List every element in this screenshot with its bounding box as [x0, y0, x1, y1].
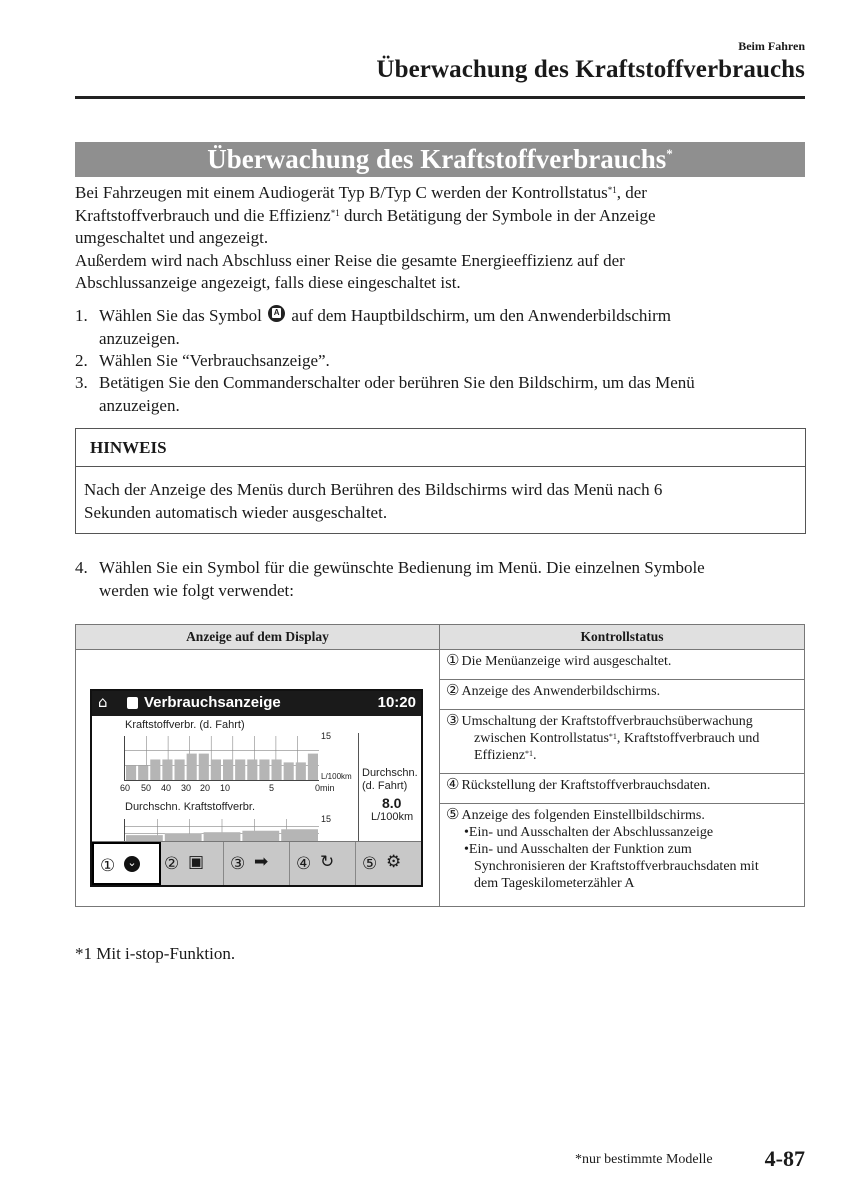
menu-bar [92, 841, 421, 886]
chart-bar [247, 759, 257, 780]
chart2-ymax: 15 [321, 814, 332, 824]
intro-line: Abschlussanzeige angezeigt, falls diese eingeschaltet ist. [75, 273, 461, 292]
x-tick-label: 30 [181, 783, 192, 793]
avg-label: Durchschn. [362, 767, 418, 779]
chart-bar [235, 759, 245, 780]
chart-bar [162, 759, 172, 780]
gear-icon: ⚙ [386, 852, 402, 872]
chart-bar [211, 759, 221, 780]
intro-line: Außerdem wird nach Abschluss einer Reise die gesamte Energieeffizienz auf der [75, 250, 625, 270]
chart-bar [126, 765, 136, 780]
chart-bar [259, 759, 269, 780]
chart2-label: Durchschn. Kraftstoffverbr. [125, 801, 256, 813]
user-screen-symbol-icon [268, 305, 285, 322]
consumption-chart [124, 736, 319, 781]
header-rule [75, 96, 805, 99]
step-4: 4. Wählen Sie ein Symbol für die gewünschte Bedienung im Menü. Die einzelnen Symbole werden wie folgt verwendet: [75, 558, 705, 600]
chevron-down-icon: ⌄ [124, 856, 140, 872]
display-screen [90, 689, 423, 887]
zero-label: 0min [315, 783, 335, 793]
screen-header [92, 691, 421, 716]
model-note: *nur bestimmte Modelle [575, 1152, 713, 1167]
chart-bar [150, 759, 160, 780]
chart-bar [204, 832, 241, 841]
banner-marker: * [666, 146, 673, 161]
section-label: Beim Fahren [738, 39, 805, 53]
switch-arrow-icon: ➡ [254, 852, 269, 872]
footnote: *1 Mit i-stop-Funktion. [75, 944, 236, 963]
chart-svg [125, 819, 319, 841]
chart-bar [165, 834, 202, 841]
note-box [75, 428, 806, 534]
user-screen-icon: ▣ [188, 852, 205, 872]
chart1-ymax: 15 [321, 731, 332, 741]
table-row: ① Die Menüanzeige wird ausgeschaltet. [440, 650, 805, 680]
reset-icon: ↻ [320, 852, 335, 872]
chart-bar [281, 829, 318, 841]
section-banner [75, 142, 805, 177]
user-screen-icon [127, 697, 138, 709]
screen-time: 10:20 [377, 694, 416, 711]
chart-bar [242, 831, 279, 841]
menu-button-3[interactable]: ③ ➡ [224, 842, 290, 885]
page-title: Überwachung des Kraftstoffverbrauchs [376, 56, 805, 83]
chart-bar [272, 759, 282, 780]
avg-unit: L/100km [371, 811, 414, 823]
chart-bar [284, 762, 294, 780]
x-tick-label: 60 [120, 783, 131, 793]
note-divider [76, 466, 805, 467]
x-tick-label: 10 [220, 783, 231, 793]
x-tick-label: 50 [141, 783, 152, 793]
chart-bar [187, 754, 197, 780]
intro-paragraph [75, 182, 815, 295]
average-consumption-chart [124, 819, 319, 841]
chart-bar [138, 765, 148, 780]
table-header-status: Kontrollstatus [440, 625, 805, 650]
chart-bar [296, 762, 306, 780]
banner-title: Überwachung des Kraftstoffverbrauchs [207, 144, 667, 174]
screen-divider [358, 733, 359, 841]
home-icon[interactable]: ⌂ [98, 693, 108, 711]
table-row: ⑤ Anzeige des folgenden Einstellbildschirms. •Ein- und Ausschalten der Abschlussanzeige •Ein- und Ausschalten der Funktion zum Synchronisieren der Kraftstoffverbrauchsdaten mit dem Tageskilometerzähler A [440, 804, 805, 907]
chart-bar [223, 759, 233, 780]
screen-title: Verbrauchsanzeige [144, 694, 281, 711]
table-row: ④ Rückstellung der Kraftstoffverbrauchsdaten. [440, 774, 805, 804]
page-number: 4-87 [764, 1146, 805, 1171]
step-2: 2. Wählen Sie “Verbrauchsanzeige”. [75, 351, 330, 370]
note-text: Nach der Anzeige des Menüs durch Berühren des Bildschirms wird das Menü nach 6 Sekunden automatisch wieder ausgeschaltet. [84, 480, 663, 522]
step-1: 1. Wählen Sie das Symbol A auf dem Hauptbildschirm, um den Anwenderbildschirm anzuzeigen. [75, 305, 815, 351]
menu-button-5[interactable]: ⑤ ⚙ [362, 852, 402, 873]
intro-line: Kraftstoffverbrauch und die Effizienz$^{*1}$ durch Betätigung der Symbole in der Anzeige [75, 205, 656, 225]
chart-bar [199, 754, 209, 780]
step-3: 3. Betätigen Sie den Commanderschalter oder berühren Sie den Bildschirm, um das Menü anzuzeigen. [75, 373, 695, 415]
chart-bar [175, 759, 185, 780]
table-row: ③ Umschaltung der Kraftstoffverbrauchsüberwachung zwischen Kontrollstatus$^{*1}$, Kraftstoffverbrauch und Effizienz$^{*1}$. [440, 710, 805, 774]
intro-line: Bei Fahrzeugen mit einem Audiogerät Typ B/Typ C werden der Kontrollstatus$^{*1}$, der [75, 183, 647, 202]
table-row: ② Anzeige des Anwenderbildschirms. [440, 680, 805, 710]
x-tick-label: 40 [161, 783, 172, 793]
chart-svg [125, 736, 319, 780]
menu-button-2[interactable]: ② ▣ [158, 842, 224, 885]
menu-button-1[interactable]: ① ⌄ [92, 842, 161, 885]
menu-button-4[interactable]: ④ ↻ [290, 842, 356, 885]
note-title: HINWEIS [90, 438, 167, 457]
table-header-display: Anzeige auf dem Display [76, 625, 440, 650]
x-tick-label: 20 [200, 783, 211, 793]
chart-bar [308, 754, 318, 780]
avg-label-sub: (d. Fahrt) [362, 780, 408, 792]
intro-line: umgeschaltet und angezeigt. [75, 228, 269, 247]
avg-value: 8.0 [382, 795, 402, 811]
chart1-label: Kraftstoffverbr. (d. Fahrt) [125, 719, 245, 731]
x-tick-label: 5 [269, 783, 275, 793]
unit-label: L/100km [321, 772, 352, 781]
